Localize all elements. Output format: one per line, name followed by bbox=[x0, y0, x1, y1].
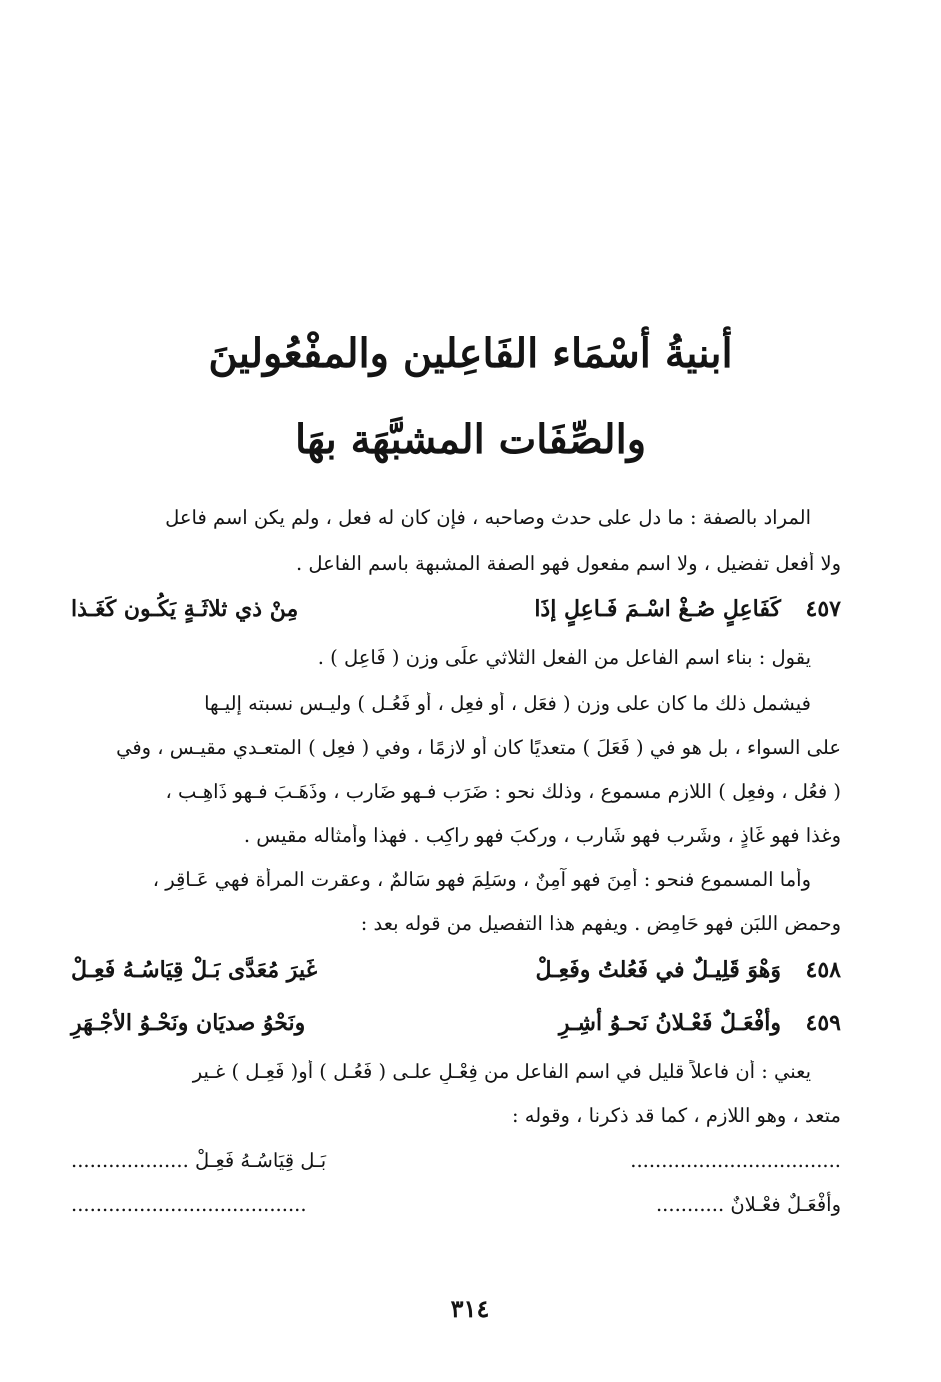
verse-citation-1 bbox=[51, 1146, 841, 1176]
verse-hemistich-1: وأفْعَـلٌ فَعْـلانُ نَحـوُ أشِـرِ bbox=[558, 1010, 781, 1036]
citation-hemistich-2: بَـل قِيَاسُـهُ فَعِـلْ ................... bbox=[71, 1149, 327, 1172]
verse-hemistich-1: وَهْوَ قَلِيـلٌ في فَعُلتُ وفَعِـلْ bbox=[535, 957, 781, 983]
paragraph-2-line-1: يقول : بناء اسم الفاعل من الفعل الثلاثي علَى وزن ( فَاعِل ) . bbox=[317, 646, 811, 669]
chapter-title-line-1: أبنيةُ أسْمَاء الفَاعِلين والمفْعُولينَ bbox=[208, 330, 733, 377]
citation-hemistich-1: وأفْعَـلٌ فعْـلانٌ ........... bbox=[655, 1193, 841, 1216]
verse-number: ٤٥٨ bbox=[805, 957, 841, 983]
verse-hemistich-2: ونَحْوُ صديَان ونَحْـوُ الأجْـهَرِ bbox=[71, 1010, 306, 1036]
verse-citation-2 bbox=[51, 1190, 841, 1220]
paragraph-3-line-4: وغذا فهو غَاذٍ ، وشَرب فهو شَارب ، وركبَ فهو راكِب . فهذا وأمثاله مقيس . bbox=[243, 824, 841, 847]
citation-hemistich-1: .................................. bbox=[630, 1149, 841, 1172]
verse-hemistich-2: غَيرَ مُعَدَّى بَـلْ قِيَاسُـهُ فَعِـلْ bbox=[71, 957, 318, 983]
chapter-title-line-2: والصِّفَات المشبَّهَة بهَا bbox=[294, 416, 647, 463]
verse-459 bbox=[51, 1006, 841, 1040]
paragraph-3-line-2: على السواء ، بل هو في ( فَعَلَ ) متعديًا كان أو لازمًا ، وفي ( فعِل ) المتعـدي مقيـس ، وفي bbox=[116, 736, 841, 759]
paragraph-1-line-1: المراد بالصفة : ما دل على حدث وصاحبه ، فإن كان له فعل ، ولم يكن اسم فاعل bbox=[165, 506, 811, 529]
paragraph-3-line-3: ( فعُل ، وفعِل ) اللازم مسموع ، وذلك نحو : ضَرَب فـهو ضَارب ، وذَهَـبَ فـهو ذَاهِـب ، bbox=[165, 780, 841, 803]
verse-458 bbox=[51, 953, 841, 987]
verse-hemistich-1: كَفَاعِلٍ صُـغْ اسْـمَ فَـاعِلٍ إذَا bbox=[534, 596, 781, 622]
verse-457 bbox=[51, 592, 841, 626]
verse-number: ٤٥٩ bbox=[805, 1010, 841, 1036]
page-number: ٣١٤ bbox=[450, 1294, 490, 1323]
paragraph-1-line-2: ولا أفعل تفضيل ، ولا اسم مفعول فهو الصفة المشبهة باسم الفاعل . bbox=[296, 552, 841, 575]
verse-hemistich-2: مِنْ ذي ثلاثَـةٍ يَكُـون كَغَـذا bbox=[71, 596, 299, 622]
paragraph-3-line-1: فيشمل ذلك ما كان على وزن ( فعَل ، أو فعِل ، أو فَعُـل ) وليـس نسبته إليـها bbox=[204, 692, 811, 715]
paragraph-4-line-2: وحمض اللبَن فهو حَامِض . ويفهم هذا التفصيل من قوله بعد : bbox=[360, 912, 841, 935]
citation-hemistich-2: ...................................... bbox=[71, 1193, 307, 1216]
paragraph-5-line-2: متعد ، وهو اللازم ، كما قد ذكرنا ، وقوله : bbox=[511, 1104, 841, 1127]
paragraph-5-line-1: يعني : أن فاعلاً قليل في اسم الفاعل من فِعْـلٍ علـى ( فَعُـل ) أو( فَعِـل ) غـير bbox=[192, 1060, 811, 1083]
verse-number: ٤٥٧ bbox=[805, 596, 841, 622]
paragraph-4-line-1: وأما المسموع فنحو : أمِنَ فهو آمِنٌ ، وسَلِمَ فهو سَالمٌ ، وعقرت المرأة فهي عَـاقِر ، bbox=[152, 868, 811, 891]
